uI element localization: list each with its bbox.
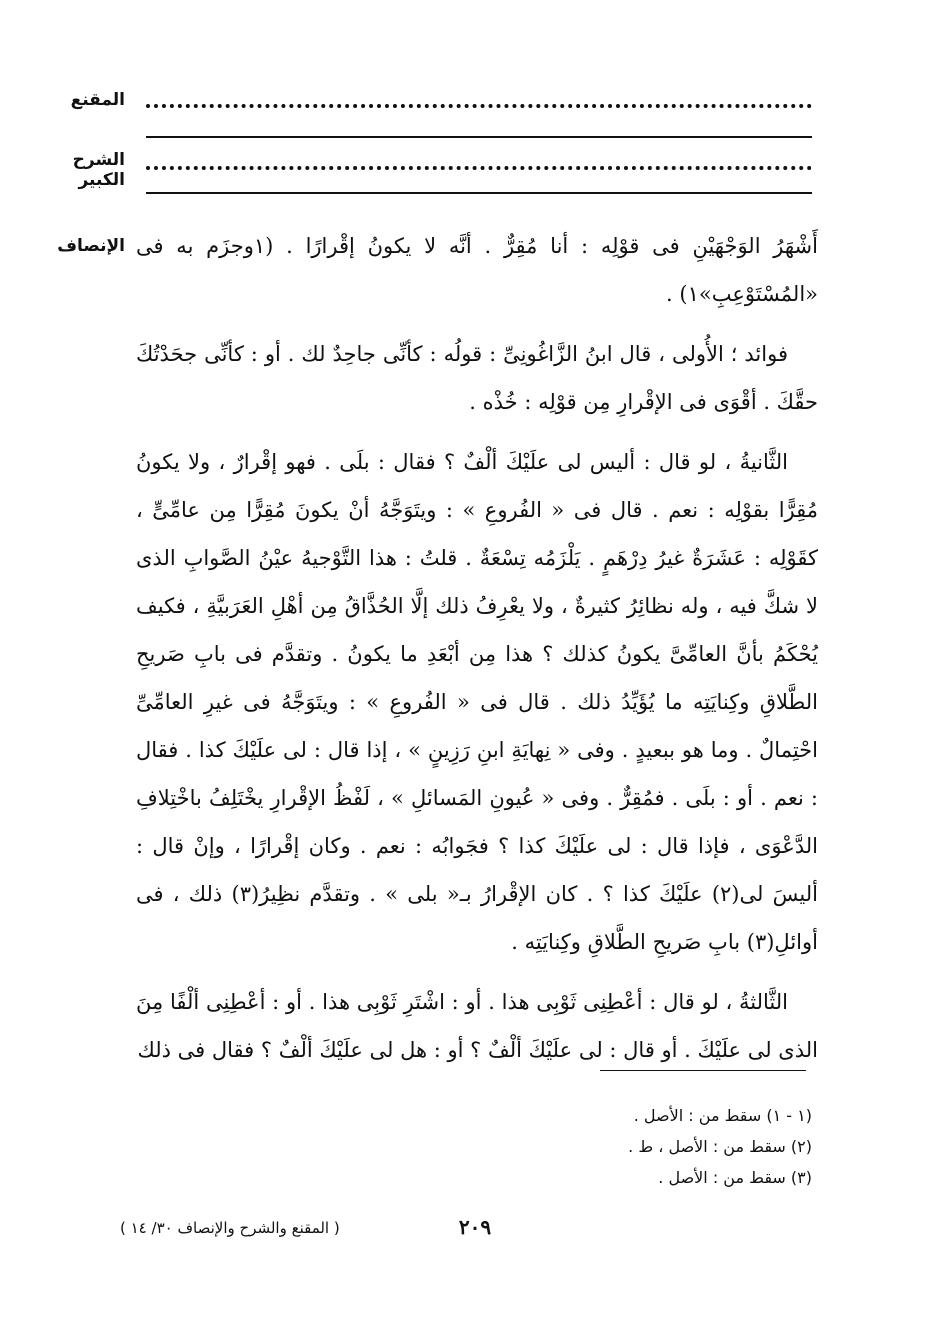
footnote: (١ - ١) سقط من : الأصل . — [633, 1106, 812, 1125]
paragraph: فوائد ؛ الأُولى ، قال ابنُ الزَّاغُونِىِّ : قولُه : كأنِّى جاحِدٌ لك . أو : كأنِّى جحَدْتُكَ حقَّكَ . أقْوَى فى الإقْرارِ مِن قوْلِه : خُذْه . — [136, 342, 818, 414]
muqni-label: المقنع — [70, 90, 125, 110]
footnote-rule — [600, 1070, 806, 1071]
footnote: (٢) سقط من : الأصل ، ط . — [628, 1137, 812, 1156]
sharh-dotted-line — [146, 166, 812, 170]
paragraph: أَشْهَرُ الوَجْهَيْنِ فى قوْلِه : أنا مُقِرٌّ . أنَّه لا يكونُ إقْرارًا . (١وجزَم به فى «المُسْتَوْعِبِ»١) . — [136, 234, 818, 306]
running-footer: ( المقنع والشرح والإنصاف ٣٠/ ١٤ ) — [120, 1219, 340, 1237]
footnote: (٣) سقط من : الأصل . — [658, 1168, 812, 1187]
separator-rule — [146, 192, 812, 194]
sharh-label: الشرح الكبير — [72, 150, 125, 190]
paragraph: الثَّالثةُ ، لو قال : أعْطِنِى ثَوْبِى هذا . أو : اشْتَرِ ثَوْبِى هذا . أو : أعْطِنِى ألْفًا مِنَ الذى لى علَيْكَ . أو قال : لى علَيْكَ ألْفٌ ؟ أو : هل لى علَيْكَ ألْفٌ ؟ فقال فى ذلك — [136, 990, 818, 1062]
paragraph: الثَّانيةُ ، لو قال : أليس لى علَيْكَ ألْفٌ ؟ فقال : بلَى . فهو إقْرارٌ ، ولا يكونُ مُقِرًّا بقوْلِه : نعم . قال فى « الفُروعِ » : ويتَوَجَّهُ أنْ يكونَ مُقِرًّا مِن عامِّىٍّ ، كقَوْلِه : عَشَرَةٌ غيرُ دِرْهَمٍ . يَلْزَمُه تِسْعَةٌ . قلتُ : هذا التَّوْجيهُ عيْنُ الصَّوابِ الذى لا شكَّ فيه ، وله نظائِرُ كثيرةٌ ، ولا يعْرِفُ ذلك إلَّا الحُذَّاقُ مِن أهْلِ العَرَبيَّةِ ، فكيف يُحْكَمُ بأنَّ العامِّىَّ يكونُ كذلك ؟ هذا مِن أبْعَدِ ما يكونُ . وتقدَّم فى بابِ صَريحِ الطَّلاقِ وكِنايَتِه ما يُؤَيِّدُ ذلك . قال فى « الفُروعِ » : ويتَوَجَّهُ فى غيرِ العامِّىِّ احْتِمالٌ . وما هو ببعيدٍ . وفى « نِهايَةِ ابنِ رَزِينٍ » ، إذا قال : لى علَيْكَ كذا . فقال : نعم . أو : بلَى . فمُقِرٌّ . وفى « عُيونِ المَسائلِ » ، لَفْظُ الإقْرارِ يخْتَلِفُ باخْتِلافِ الدَّعْوَى ، فإذا قال : لى علَيْكَ كذا ؟ فجَوابُه : نعم . وكان إقْرارًا ، وإنْ قال : أليسَ لى(٢) علَيْكَ كذا ؟ . كان الإقْرارُ بـ« بلى » . وتقدَّم نظِيرُ(٣) ذلك ، فى أوائلِ(٣) بابِ صَريحِ الطَّلاقِ وكِنايَتِه . — [136, 450, 818, 954]
muqni-dotted-line — [146, 104, 812, 108]
insaf-label: الإنصاف — [57, 236, 125, 256]
separator-rule — [146, 136, 812, 138]
insaf-body-text — [136, 222, 818, 1086]
footnotes — [500, 1100, 812, 1193]
page-number: ٢٠٩ — [458, 1215, 492, 1239]
